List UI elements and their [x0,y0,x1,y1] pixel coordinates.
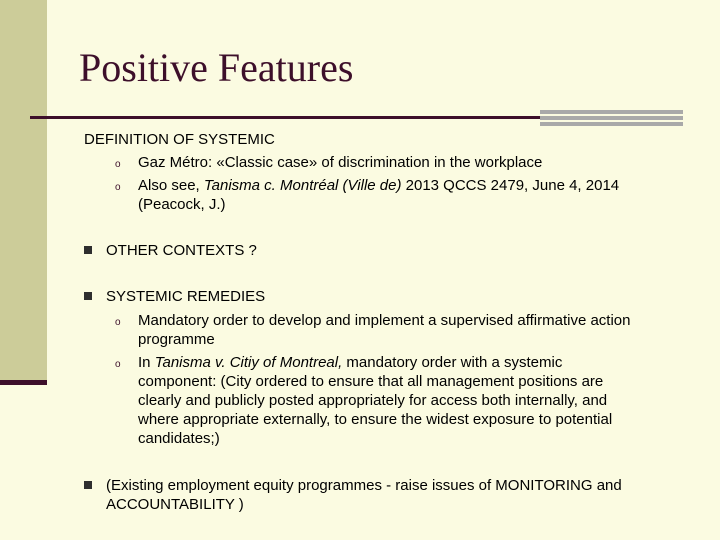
left-decorative-band [0,0,47,380]
title-rule-striped [540,110,683,126]
definition-item-gaz-metro: Gaz Métro: «Classic case» of discrimination in the workplace [138,154,543,171]
remedy-item-2-line1: In Tanisma v. Citiy of Montreal, mandatory order with a systemic [138,354,563,371]
title-rule [30,116,540,119]
other-contexts-item: OTHER CONTEXTS ? [106,242,257,259]
remedy-item-2-line2: component: (City ordered to ensure that all management positions are [138,373,604,390]
square-bullet-icon [84,246,92,254]
square-bullet-icon [84,481,92,489]
remedy-item-1-line2: programme [138,331,215,348]
slide-title: Positive Features [79,45,354,90]
sub-bullet-icon: o [115,317,121,328]
remedy-item-2-line5: candidates;) [138,430,220,447]
square-bullet-icon [84,292,92,300]
existing-programmes-line2: ACCOUNTABILITY ) [106,496,244,513]
definition-item-tanisma-line2: (Peacock, J.) [138,196,226,213]
sub-bullet-icon: o [115,359,121,370]
definition-heading: DEFINITION OF SYSTEMIC [84,131,275,148]
remedy-item-2-line3: clearly and publicly posted appropriately for access both internally, and [138,392,608,409]
sub-bullet-icon: o [115,159,121,170]
remedy-item-1-line1: Mandatory order to develop and implement a supervised affirmative action [138,312,631,329]
definition-item-tanisma: Also see, Tanisma c. Montréal (Ville de) 2013 QCCS 2479, June 4, 2014 [138,177,620,194]
left-band-edge [0,380,47,385]
existing-programmes-line1: (Existing employment equity programmes - raise issues of MONITORING and [106,477,622,494]
remedy-item-2-line4: where appropriate externally, to ensure the widest exposure to potential [138,411,613,428]
remedies-heading: SYSTEMIC REMEDIES [106,288,266,305]
sub-bullet-icon: o [115,182,121,193]
